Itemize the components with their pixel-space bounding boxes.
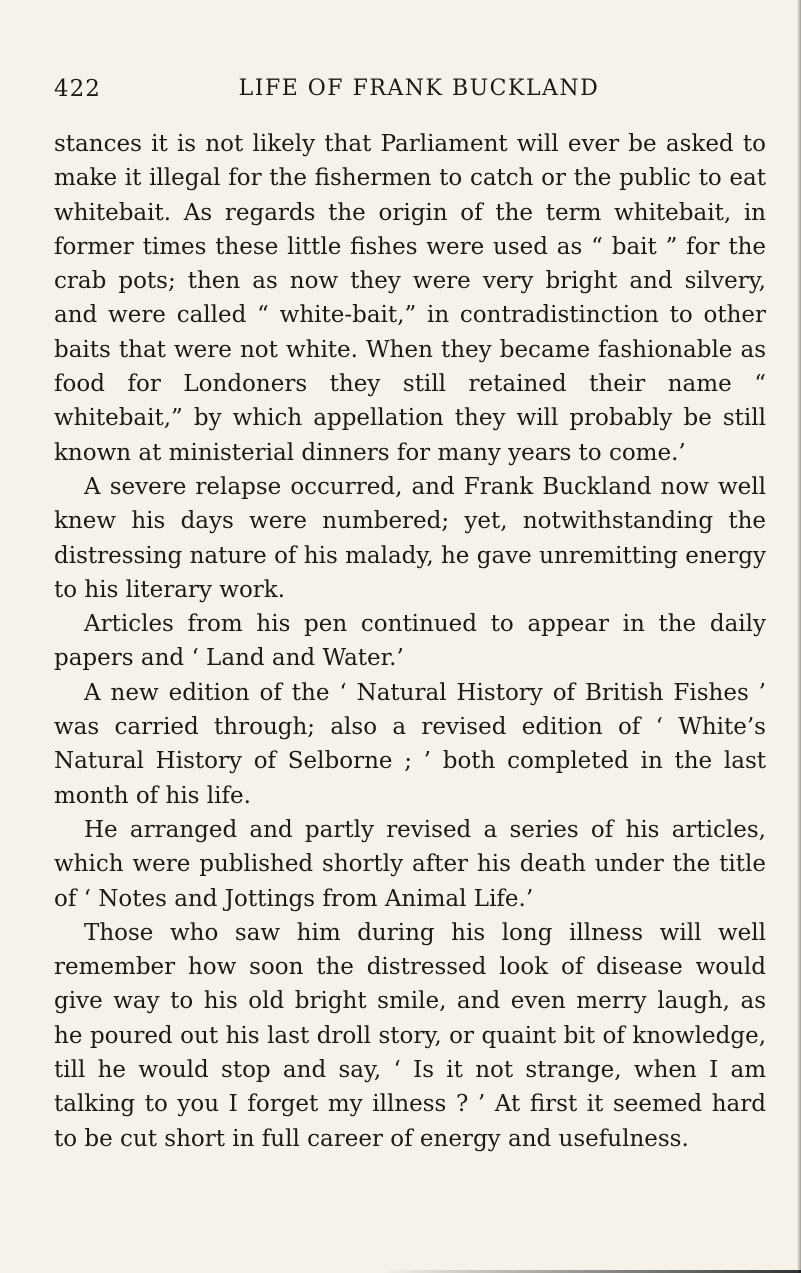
paragraph: Articles from his pen continued to appear in the daily papers and ‘ Land and Water.’	[54, 611, 766, 672]
page-header	[54, 76, 754, 112]
running-head: LIFE OF FRANK BUCKLAND	[238, 76, 600, 101]
paragraph: Those who saw him during his long illness will well remember how soon the distressed look of disease would give way to his old bright smile, and even merry laugh, as he poured out his last droll story, or quaint bit of knowledge, till he would stop and say, ‘ Is it not strange, when I am talking to you I forget my illness ? ’ At first it seemed hard to be cut short in full career of energy and usefulness.	[54, 919, 766, 1152]
paragraph-continued: stances it is not likely that Parliament will ever be asked to make it illegal for the fishermen to catch or the public to eat whitebait. As regards the origin of the term whitebait, in former times these little fishes were used as “ bait ” for the crab pots; then as now they were very bright and silvery, and were called “ white-bait,” in contradistinction to other baits that were not white. When they became fashionable as food for Londoners they still retained their name “ whitebait,” by which appellation they will probably be still known at ministerial dinners for many years to come.’	[54, 131, 766, 466]
paragraph: A severe relapse occurred, and Frank Buckland now well knew his days were numbered; yet, notwithstanding the distressing nature of his malady, he gave unremitting energy to his literary work.	[54, 473, 766, 603]
paragraph: He arranged and partly revised a series of his articles, which were published shortly after his death under the title of ‘ Notes and Jottings from Animal Life.’	[54, 816, 766, 912]
body-text	[54, 127, 766, 1156]
page-number: 422	[54, 76, 101, 102]
paragraph: A new edition of the ‘ Natural History of British Fishes ’ was carried through; also a revised edition of ‘ White’s Natural History of Selborne ; ’ both completed in the last month of his life.	[54, 679, 766, 809]
scan-edge-shadow	[797, 0, 801, 1273]
